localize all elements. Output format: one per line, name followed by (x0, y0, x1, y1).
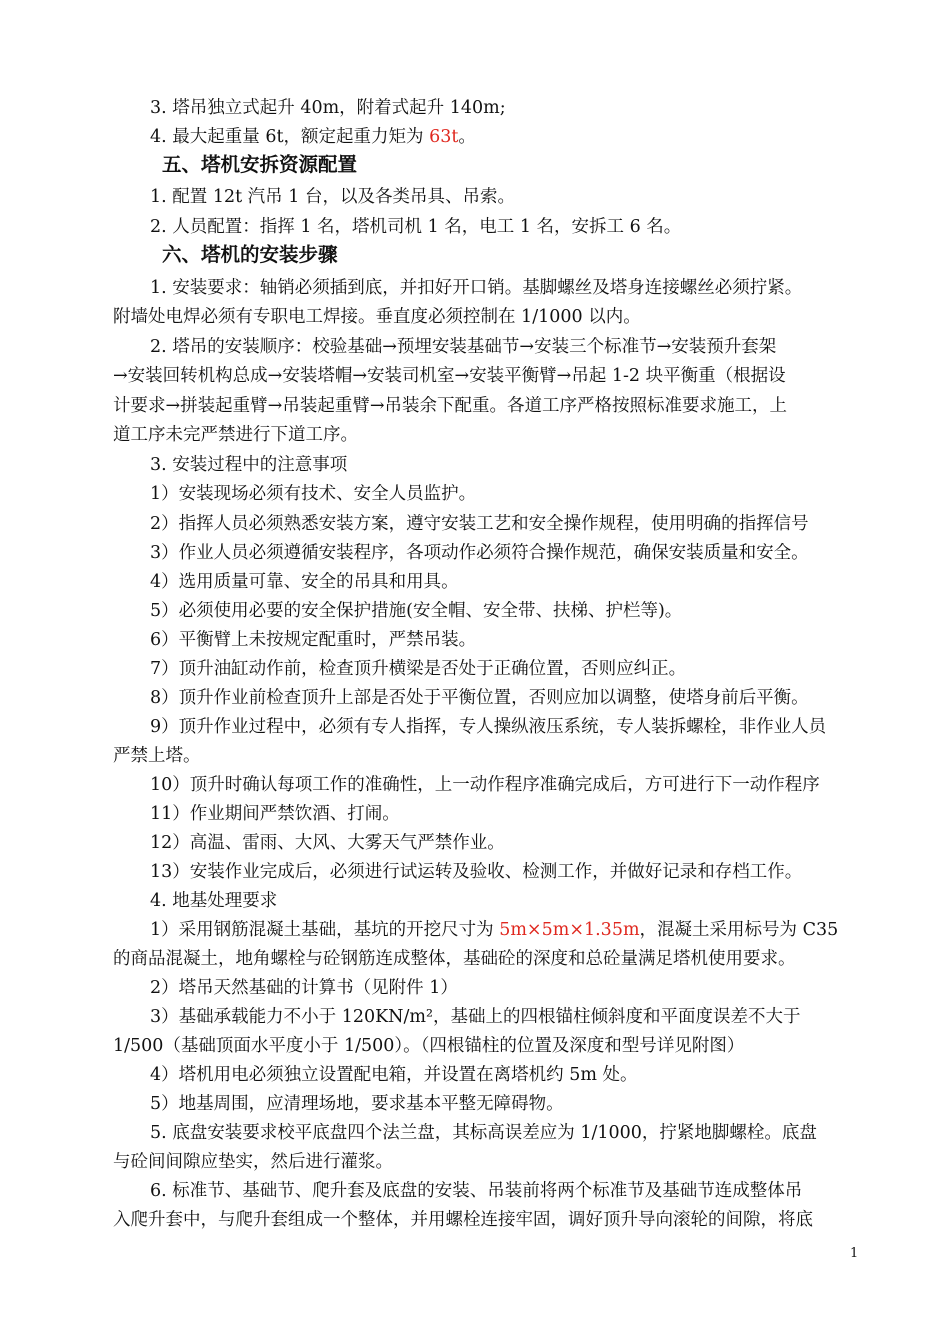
highlight-dimensions: 5m×5m×1.35m (499, 920, 640, 940)
list-item: 5）地基周围，应清理场地，要求基本平整无障碍物。 (150, 1094, 564, 1114)
list-item-continued: 严禁上塔。 (113, 746, 201, 766)
list-item: 12）高温、雷雨、大风、大雾天气严禁作业。 (150, 833, 505, 853)
list-item: 2）指挥人员必须熟悉安装方案，遵守安装工艺和安全操作规程，使用明确的指挥信号 (150, 514, 809, 534)
list-item: 3）作业人员必须遵循安装程序，各项动作必须符合操作规范，确保安装质量和安全。 (150, 543, 809, 563)
paragraph-line: 6. 标准节、基础节、爬升套及底盘的安装、吊装前将两个标准节及基础节连成整体吊 (150, 1181, 803, 1201)
paragraph-line: 3. 安装过程中的注意事项 (150, 455, 348, 475)
list-item: 8）顶升作业前检查顶升上部是否处于平衡位置，否则应加以调整，使塔身前后平衡。 (150, 688, 809, 708)
text-span: 1）采用钢筋混凝土基础，基坑的开挖尺寸为 (150, 920, 500, 940)
paragraph-line: 2. 人员配置：指挥 1 名，塔机司机 1 名，电工 1 名，安拆工 6 名。 (150, 217, 682, 237)
section-heading-6: 六、塔机的安装步骤 (162, 243, 338, 266)
paragraph-line: 1. 安装要求：轴销必须插到底，并扣好开口销。基脚螺丝及塔身连接螺丝必须拧紧。 (150, 278, 803, 298)
paragraph-line: 入爬升套中，与爬升套组成一个整体，并用螺栓连接牢固，调好顶升导向滚轮的间隙，将底 (113, 1210, 813, 1230)
list-item: 7）顶升油缸动作前，检查顶升横梁是否处于正确位置，否则应纠正。 (150, 659, 687, 679)
paragraph-line: 附墙处电焊必须有专职电工焊接。垂直度必须控制在 1/1000 以内。 (113, 307, 641, 327)
paragraph-line: →安装回转机构总成→安装塔帽→安装司机室→安装平衡臂→吊起 1-2 块平衡重（根据设 (113, 366, 786, 386)
paragraph-line: 与砼间间隙应垫实，然后进行灌浆。 (113, 1152, 393, 1172)
list-item: 6）平衡臂上未按规定配重时，严禁吊装。 (150, 630, 477, 650)
paragraph-line: 1. 配置 12t 汽吊 1 台，以及各类吊具、吊索。 (150, 187, 515, 207)
paragraph-line: 2. 塔吊的安装顺序：校验基础→预埋安装基础节→安装三个标准节→安装预升套架 (150, 337, 777, 357)
list-item: 4）选用质量可靠、安全的吊具和用具。 (150, 572, 459, 592)
paragraph-line: 4. 地基处理要求 (150, 891, 278, 911)
text-span: ，混凝土采用标号为 C35 (639, 920, 839, 940)
list-item: 9）顶升作业过程中，必须有专人指挥，专人操纵液压系统，专人装拆螺栓，非作业人员 (150, 717, 827, 737)
list-item: 3）基础承载能力不小于 120KN/m²，基础上的四根锚柱倾斜度和平面度误差不大于 (150, 1007, 801, 1027)
list-item-continued: 的商品混凝土，地角螺栓与砼钢筋连成整体，基础砼的深度和总砼量满足塔机使用要求。 (113, 949, 796, 969)
paragraph-line: 计要求→拼装起重臂→吊装起重臂→吊装余下配重。各道工序严格按照标准要求施工，上 (113, 396, 787, 416)
list-item-continued: 1/500（基础顶面水平度小于 1/500）。（四根锚柱的位置及深度和型号详见附图） (113, 1036, 745, 1056)
text-span: 4. 最大起重量 6t，额定起重力矩为 (150, 127, 430, 147)
list-item (150, 918, 861, 942)
list-item: 10）顶升时确认每项工作的准确性，上一动作程序准确完成后，方可进行下一动作程序 (150, 775, 820, 795)
list-item: 13）安装作业完成后，必须进行试运转及验收、检测工作，并做好记录和存档工作。 (150, 862, 803, 882)
list-item: 2）塔吊天然基础的计算书（见附件 1） (150, 978, 458, 998)
spec-line-max-load (150, 125, 861, 149)
highlight-value: 63t (429, 127, 459, 147)
text-span: 。 (458, 127, 476, 147)
list-item: 11）作业期间严禁饮酒、打闹。 (150, 804, 400, 824)
section-heading-5: 五、塔机安拆资源配置 (162, 153, 358, 176)
list-item: 4）塔机用电必须独立设置配电箱，并设置在离塔机约 5m 处。 (150, 1065, 638, 1085)
page-number: 1 (850, 1246, 859, 1261)
paragraph-line: 道工序未完严禁进行下道工序。 (113, 425, 358, 445)
list-item: 5）必须使用必要的安全保护措施(安全帽、安全带、扶梯、护栏等)。 (150, 601, 683, 621)
list-item: 1）安装现场必须有技术、安全人员监护。 (150, 484, 477, 504)
paragraph-line: 5. 底盘安装要求校平底盘四个法兰盘，其标高误差应为 1/1000，拧紧地脚螺栓。底盘 (150, 1123, 817, 1143)
spec-line-lift-height: 3. 塔吊独立式起升 40m，附着式起升 140m; (150, 98, 506, 118)
